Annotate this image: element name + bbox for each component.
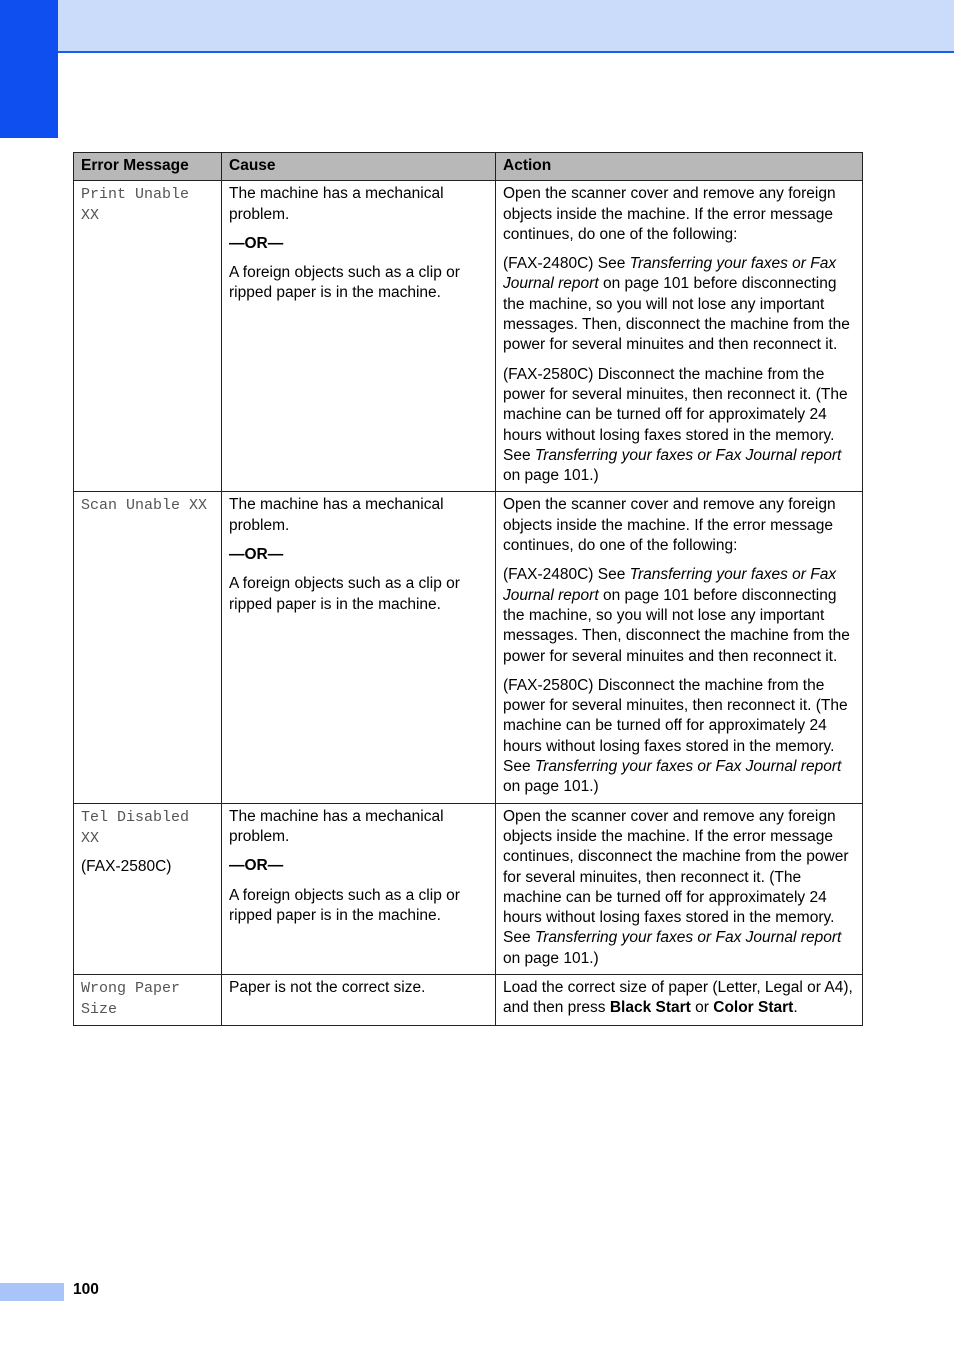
- error-cell: [74, 181, 222, 492]
- action-cell: [496, 803, 863, 974]
- action-cell: [496, 492, 863, 803]
- action-text: Open the scanner cover and remove any foreign objects inside the machine. If the error message continues, do one of the following:: [503, 496, 836, 555]
- model-note: (FAX-2580C): [81, 857, 172, 875]
- cause-text: Paper is not the correct size.: [229, 978, 426, 996]
- reference-link-text: Transferring your faxes or Fax Journal report: [503, 255, 837, 293]
- cause-text: The machine has a mechanical problem.: [229, 185, 444, 223]
- action-text: Open the scanner cover and remove any foreign objects inside the machine. If the error message continues, disconnect the machine from the power for several minuites, then reconnect it. (The machine can be turned off for approximately 24 hours without losing faxes stored in the memory. See Transferring your faxes or Fax Journal report on page 101.): [503, 807, 849, 967]
- reference-link-text: Transferring your faxes or Fax Journal report: [534, 929, 842, 947]
- action-text: (FAX-2580C) Disconnect the machine from the power for several minuites, then reconnect it. (The machine can be turned off for approximately 24 hours without losing faxes stored in the memory. See Transferring your faxes or Fax Journal report on page 101.): [503, 676, 848, 796]
- reference-link-text: Transferring your faxes or Fax Journal report: [534, 446, 842, 464]
- column-header-cause: Cause: [222, 153, 496, 181]
- table-row: [74, 492, 863, 803]
- error-table: [73, 152, 863, 1026]
- table-row: [74, 803, 863, 974]
- error-cell: [74, 492, 222, 803]
- action-text: Load the correct size of paper (Letter, Legal or A4), and then press Black Start or Color Start.: [503, 978, 853, 1017]
- error-cell: [74, 974, 222, 1025]
- error-message: Print Unable XX: [81, 186, 190, 225]
- cause-text: A foreign objects such as a clip or ripped paper is in the machine.: [229, 264, 460, 302]
- table-header-row: [74, 153, 863, 181]
- cause-cell: [222, 974, 496, 1025]
- table-row: [74, 181, 863, 492]
- black-start-key-label: Black Start: [609, 999, 691, 1017]
- cause-cell: [222, 492, 496, 803]
- error-message: Tel Disabled XX: [81, 808, 190, 847]
- page-number: 100: [73, 1281, 99, 1298]
- cause-text: The machine has a mechanical problem.: [229, 807, 444, 845]
- cause-text: A foreign objects such as a clip or ripped paper is in the machine.: [229, 575, 460, 613]
- column-header-action: Action: [496, 153, 863, 181]
- error-message: Wrong Paper Size: [81, 979, 181, 1018]
- action-cell: [496, 181, 863, 492]
- reference-link-text: Transferring your faxes or Fax Journal report: [503, 566, 837, 604]
- action-text: Open the scanner cover and remove any foreign objects inside the machine. If the error message continues, do one of the following:: [503, 185, 836, 243]
- or-separator: —OR—: [229, 857, 284, 875]
- cause-cell: [222, 181, 496, 492]
- or-separator: —OR—: [229, 546, 284, 564]
- reference-link-text: Transferring your faxes or Fax Journal report: [534, 758, 842, 776]
- action-text: (FAX-2580C) Disconnect the machine from the power for several minuites, then reconnect it. (The machine can be turned off for approximately 24 hours without losing faxes stored in the memory. See Transferring your faxes or Fax Journal report on page 101.): [503, 365, 848, 485]
- footer-bar: [0, 1283, 64, 1301]
- cause-cell: [222, 803, 496, 974]
- error-cell: [74, 803, 222, 974]
- action-text: (FAX-2480C) See Transferring your faxes or Fax Journal report on page 101 before disconnecting the machine, so you will not lose any important messages. Then, disconnect the machine from the power for several minuites and then reconnect it.: [503, 255, 850, 354]
- cause-text: The machine has a mechanical problem.: [229, 496, 444, 534]
- action-cell: [496, 974, 863, 1025]
- or-separator: —OR—: [229, 234, 284, 252]
- action-text: (FAX-2480C) See Transferring your faxes or Fax Journal report on page 101 before disconnecting the machine, so you will not lose any important messages. Then, disconnect the machine from the power for several minuites and then reconnect it.: [503, 566, 850, 665]
- color-start-key-label: Color Start: [713, 999, 794, 1017]
- header-band: [0, 0, 954, 53]
- column-header-error: Error Message: [74, 153, 222, 181]
- cause-text: A foreign objects such as a clip or ripped paper is in the machine.: [229, 886, 460, 924]
- table-row: [74, 974, 863, 1025]
- error-message: Scan Unable XX: [81, 497, 208, 515]
- chapter-tab: [0, 0, 58, 138]
